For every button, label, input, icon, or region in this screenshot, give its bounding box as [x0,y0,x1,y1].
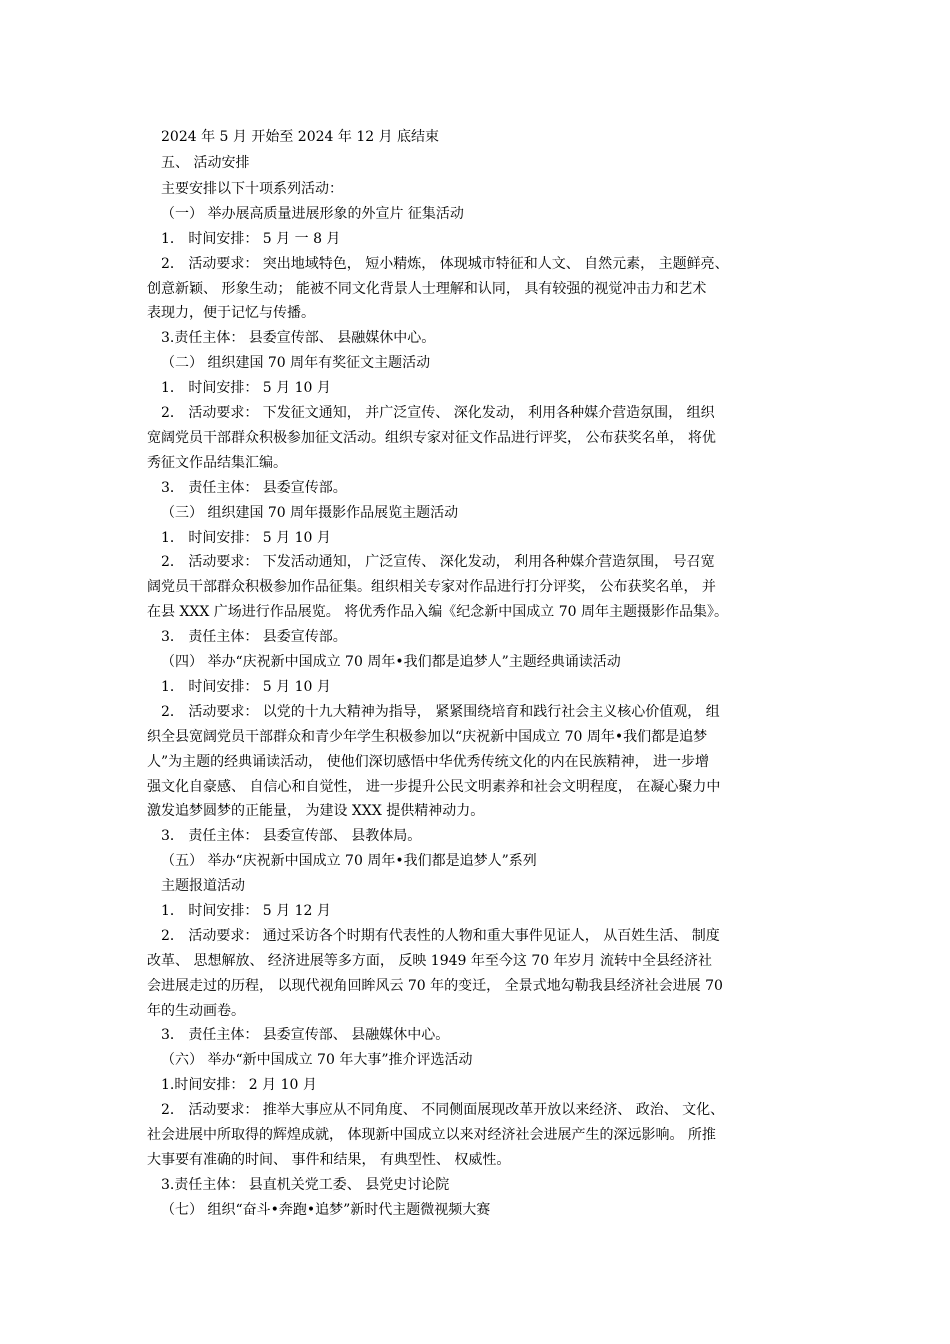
responsibility-line: 3.责任主体： 县委宣传部、 县融媒休中心。 [161,330,436,346]
time-line: 1． 时间安排： 5 月 12 月 [161,903,331,919]
requirement-line: 2． 活动要求： 推举大事应从不同角度、 不同侧面展现改革开放以来经济、 政治、 文化、 [161,1102,725,1118]
body-line: 社会进展中所取得的辉煌成就， 体现新中国成立以来对经济社会进展产生的深远影响。 所推 [147,1127,716,1143]
intro-line: 主要安排以下十项系列活动： [161,181,343,197]
responsibility-line: 3． 责任主体： 县委宣传部。 [161,480,347,496]
time-line: 1． 时间安排： 5 月 一 8 月 [161,231,341,247]
body-line: 大事要有准确的时间、 事件和结果， 有典型性、 权威性。 [147,1152,511,1168]
item-heading: （四） 举办“庆祝新中国成立 70 周年•我们都是追梦人”主题经典诵读活动 [161,654,621,670]
responsibility-line: 3． 责任主体： 县委宣传部、 县融媒休中心。 [161,1027,450,1043]
body-line: 创意新颖、 形象生动； 能被不同文化背景人士理解和认同， 具有较强的视觉冲击力和艺术 [147,281,707,297]
body-line: 阔党员干部群众积极参加作品征集。组织相关专家对作品进行打分评奖， 公布获奖名单， 并 [147,579,716,595]
body-line: 改革、 思想解放、 经济进展等多方面， 反映 1949 年至今这 70 年岁月 流转中全县经济社 [147,953,713,969]
item-heading: （二） 组织建国 70 周年有奖征文主题活动 [161,355,431,371]
body-line: 秀征文作品结集汇编。 [147,455,287,471]
time-line: 1.时间安排： 2 月 10 月 [161,1077,317,1093]
item-heading: （七） 组织“奋斗•奔跑•追梦”新时代主题微视频大赛 [161,1202,491,1218]
body-line: 在县 XXX 广场进行作品展览。 将优秀作品入编《纪念新中国成立 70 周年主题摄影作品集》。 [147,604,728,620]
requirement-line: 2． 活动要求： 突出地域特色， 短小精炼， 体现城市特征和人文、 自然元素， 主题鲜亮、 [161,256,729,272]
responsibility-line: 3． 责任主体： 县委宣传部。 [161,629,347,645]
requirement-line: 2． 活动要求： 通过采访各个时期有代表性的人物和重大事件见证人， 从百姓生活、 制度 [161,928,720,944]
responsibility-line: 3． 责任主体： 县委宣传部、 县教体局。 [161,828,422,844]
requirement-line: 2． 活动要求： 下发活动通知， 广泛宣传、 深化发动， 利用各种媒介营造氛围， 号召宽 [161,554,715,570]
period-line: 2024 年 5 月 开始至 2024 年 12 月 底结束 [161,129,440,145]
section-heading: 五、 活动安排 [161,155,250,171]
item-heading-continued: 主题报道活动 [161,878,245,894]
body-line: 强文化自豪感、 自信心和自觉性， 进一步提升公民文明素养和社会文明程度， 在凝心聚力中 [147,779,721,795]
item-heading: （三） 组织建国 70 周年摄影作品展览主题活动 [161,505,459,521]
item-heading: （五） 举办“庆祝新中国成立 70 周年•我们都是追梦人”系列 [161,853,537,869]
body-line: 宽阔党员干部群众积极参加征文活动。组织专家对征文作品进行评奖， 公布获奖名单， 将优 [147,430,716,446]
body-line: 人”为主题的经典诵读活动， 使他们深切感悟中华优秀传统文化的内在民族精神， 进一步增 [147,754,710,770]
time-line: 1． 时间安排： 5 月 10 月 [161,679,331,695]
responsibility-line: 3.责任主体： 县直机关党工委、 县党史讨论院 [161,1177,450,1193]
body-line: 织全县宽阔党员干部群众和青少年学生积极参加以“庆祝新中国成立 70 周年•我们都是追梦 [147,729,708,745]
requirement-line: 2． 活动要求： 以党的十九大精神为指导， 紧紧围绕培育和践行社会主义核心价值观， 组 [161,704,720,720]
body-line: 表现力，便于记忆与传播。 [147,305,315,321]
item-heading: （一） 举办展高质量进展形象的外宣片 征集活动 [161,206,464,222]
requirement-line: 2． 活动要求： 下发征文通知， 并广泛宣传、 深化发动， 利用各种媒介营造氛围， 组织 [161,405,715,421]
body-line: 年的生动画卷。 [147,1003,245,1019]
body-line: 激发追梦圆梦的正能量， 为建设 XXX 提供精神动力。 [147,803,485,819]
body-line: 会进展走过的历程， 以现代视角回眸风云 70 年的变迁， 全景式地勾勒我县经济社会进展 70 [147,978,723,994]
time-line: 1． 时间安排： 5 月 10 月 [161,530,331,546]
item-heading: （六） 举办“新中国成立 70 年大事”推介评选活动 [161,1052,473,1068]
time-line: 1． 时间安排： 5 月 10 月 [161,380,331,396]
